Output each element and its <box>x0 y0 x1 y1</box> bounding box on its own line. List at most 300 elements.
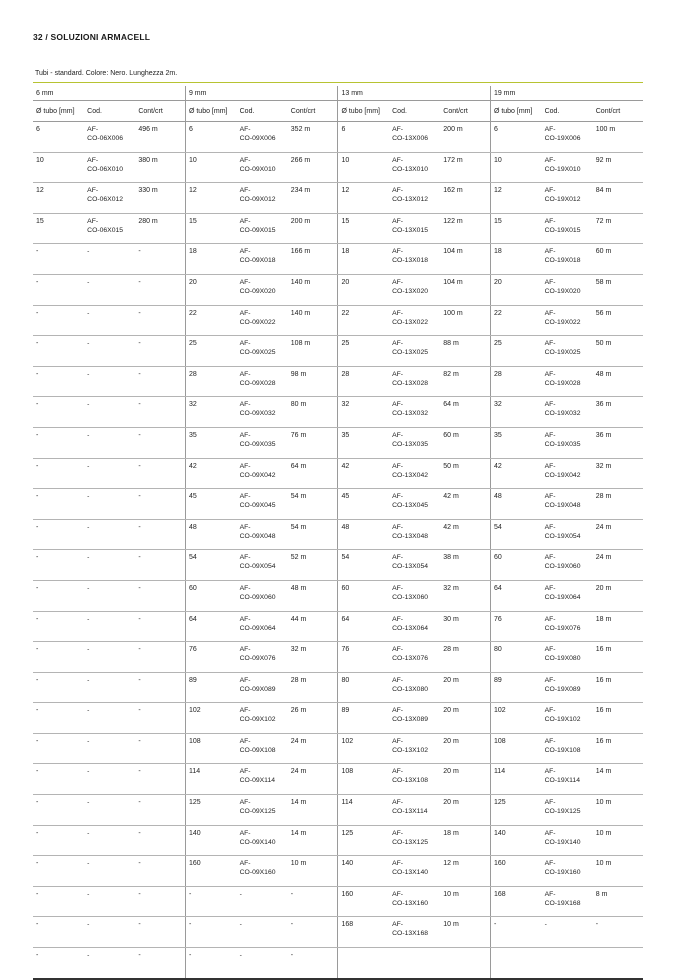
cell-tubo: 76 <box>490 611 541 642</box>
cell-cont: 24 m <box>593 550 643 581</box>
cod-line-1: AF- <box>544 799 556 807</box>
cell-tubo: 25 <box>490 336 541 367</box>
table-caption: Tubi - standard. Colore: Nero. Lunghezza 2m. <box>35 70 178 77</box>
cod-line-1: AF- <box>392 278 404 286</box>
cell-tubo: 28 <box>490 366 541 397</box>
cell-cont: 36 m <box>593 397 643 428</box>
cell-cod <box>237 152 288 183</box>
cod-line-1: AF- <box>239 799 251 807</box>
cell-cont: 54 m <box>288 519 338 550</box>
cell-cont: 44 m <box>288 611 338 642</box>
cell-cont: 20 m <box>440 795 490 826</box>
cod-line-2: CO-09X045 <box>239 502 276 510</box>
cell-cod <box>84 580 135 611</box>
cod-line-2: CO-13X102 <box>392 746 429 754</box>
cell-cont: - <box>288 948 338 979</box>
group-label: 6 mm <box>33 86 185 101</box>
table-row <box>33 427 643 458</box>
column-header-cod: Cod. <box>237 101 288 122</box>
cell-tubo: 54 <box>490 519 541 550</box>
cell-cont: 28 m <box>593 489 643 520</box>
cell-tubo: - <box>33 366 84 397</box>
cell-tubo: 48 <box>185 519 236 550</box>
cell-cont: 162 m <box>440 183 490 214</box>
cod-line-1: AF- <box>544 554 556 562</box>
cell-cod <box>389 366 440 397</box>
cod-line-2: CO-19X114 <box>544 777 580 785</box>
cell-tubo: 42 <box>185 458 236 489</box>
cell-tubo: 10 <box>490 152 541 183</box>
table-row <box>33 183 643 214</box>
column-header-row <box>33 101 643 122</box>
cod-line-2: CO-13X020 <box>392 287 429 295</box>
cell-tubo: - <box>33 336 84 367</box>
cell-cod <box>84 244 135 275</box>
cell-tubo: 160 <box>490 856 541 887</box>
cell-tubo: 45 <box>338 489 389 520</box>
cod-line-2: CO-09X048 <box>239 532 276 540</box>
cell-cod <box>542 825 593 856</box>
cell-tubo: 12 <box>185 183 236 214</box>
cell-cont: - <box>135 458 185 489</box>
cell-cod <box>542 397 593 428</box>
cod-line-2: CO-13X160 <box>392 899 429 907</box>
cod-line-2: CO-13X048 <box>392 532 429 540</box>
cell-tubo: - <box>33 427 84 458</box>
cod-line-2: CO-13X168 <box>392 930 429 938</box>
cell-cont: - <box>135 672 185 703</box>
cell-cod <box>389 122 440 153</box>
cod-line-1: AF- <box>239 768 251 776</box>
cell-cod <box>389 733 440 764</box>
cell-tubo: 140 <box>338 856 389 887</box>
column-header-tubo: Ø tubo [mm] <box>33 101 84 122</box>
cell-cont: - <box>135 244 185 275</box>
cell-cod <box>389 244 440 275</box>
cell-cod <box>542 489 593 520</box>
cell-tubo: - <box>33 489 84 520</box>
cell-tubo: - <box>33 672 84 703</box>
cell-cod <box>84 672 135 703</box>
cell-cont: 200 m <box>440 122 490 153</box>
cell-tubo: 108 <box>338 764 389 795</box>
cell-tubo: 168 <box>338 917 389 948</box>
cell-cont: 104 m <box>440 274 490 305</box>
cell-cont: 52 m <box>288 550 338 581</box>
cell-cont: 82 m <box>440 366 490 397</box>
cell-tubo: 54 <box>185 550 236 581</box>
cod-line-2: CO-13X035 <box>392 440 429 448</box>
cell-cont: - <box>135 336 185 367</box>
group-label: 19 mm <box>490 86 643 101</box>
table-row <box>33 336 643 367</box>
cell-cont: 14 m <box>593 764 643 795</box>
cell-cod <box>84 611 135 642</box>
cell-cod <box>237 213 288 244</box>
table-row <box>33 948 643 979</box>
cell-cont: - <box>135 825 185 856</box>
cell-cod <box>237 642 288 673</box>
cell-cod <box>389 519 440 550</box>
cell-tubo: 125 <box>338 825 389 856</box>
cell-tubo: 35 <box>185 427 236 458</box>
cell-tubo: 20 <box>490 274 541 305</box>
cod-line-1: AF- <box>544 309 556 317</box>
cell-cont: 20 m <box>593 580 643 611</box>
cell-tubo: 140 <box>185 825 236 856</box>
cell-cont: 80 m <box>288 397 338 428</box>
table-row <box>33 305 643 336</box>
cod-line-1: AF- <box>239 156 251 164</box>
cell-cod <box>542 672 593 703</box>
cell-cod <box>84 458 135 489</box>
cell-tubo: 35 <box>490 427 541 458</box>
table-row <box>33 274 643 305</box>
cell-cont: 172 m <box>440 152 490 183</box>
cell-cod <box>542 642 593 673</box>
cell-cod <box>84 183 135 214</box>
cell-cod <box>542 580 593 611</box>
cell-cont: 140 m <box>288 305 338 336</box>
column-header-cont: Cont/crt <box>440 101 490 122</box>
table-row <box>33 550 643 581</box>
cod-line-1: AF- <box>392 890 404 898</box>
cod-line-2: CO-19X076 <box>544 624 581 632</box>
cell-cod <box>542 886 593 917</box>
cod-line-1: AF- <box>392 584 404 592</box>
cell-cod <box>237 274 288 305</box>
cell-tubo: 22 <box>490 305 541 336</box>
cell-tubo: 6 <box>338 122 389 153</box>
cell-cod <box>84 427 135 458</box>
cell-cod <box>542 764 593 795</box>
cell-tubo: 108 <box>185 733 236 764</box>
cell-cont: 48 m <box>593 366 643 397</box>
cod-line-1: AF- <box>544 431 556 439</box>
cell-cont: 18 m <box>440 825 490 856</box>
cod-line-1: AF- <box>392 340 404 348</box>
cell-cod <box>237 366 288 397</box>
cell-tubo: - <box>33 948 84 979</box>
cod-line-1: - <box>87 554 90 562</box>
cell-cod <box>237 764 288 795</box>
cell-tubo: 15 <box>185 213 236 244</box>
cell-cont: 280 m <box>135 213 185 244</box>
cod-line-2: CO-09X102 <box>239 716 276 724</box>
cod-line-1: - <box>87 890 90 898</box>
cod-line-1: - <box>87 952 90 960</box>
cod-line-1: AF- <box>544 860 556 868</box>
cell-cod <box>542 550 593 581</box>
cell-cont: 48 m <box>288 580 338 611</box>
cod-line-1: AF- <box>392 493 404 501</box>
cell-cont: - <box>135 274 185 305</box>
cell-cont: 58 m <box>593 274 643 305</box>
cell-cod <box>389 580 440 611</box>
cell-cont: 16 m <box>593 642 643 673</box>
cell-tubo: 6 <box>185 122 236 153</box>
cod-line-1: - <box>87 401 90 409</box>
table-row <box>33 489 643 520</box>
cod-line-1: AF- <box>239 278 251 286</box>
cell-cont: 30 m <box>440 611 490 642</box>
cell-tubo: 125 <box>490 795 541 826</box>
cell-cod <box>389 489 440 520</box>
cod-line-1: - <box>87 921 90 929</box>
cell-tubo: 64 <box>338 611 389 642</box>
cell-cont: 100 m <box>440 305 490 336</box>
cell-cod <box>84 305 135 336</box>
table-row <box>33 122 643 153</box>
cell-cod <box>84 213 135 244</box>
cell-tubo: - <box>33 825 84 856</box>
cell-tubo: 89 <box>338 703 389 734</box>
cell-cont: 8 m <box>593 886 643 917</box>
cell-cont: 10 m <box>593 825 643 856</box>
cell-cont: 28 m <box>440 642 490 673</box>
cell-cod <box>84 489 135 520</box>
cell-cont: 10 m <box>593 795 643 826</box>
cod-line-1: AF- <box>239 676 251 684</box>
cod-line-1: AF- <box>239 860 251 868</box>
cell-cod <box>542 213 593 244</box>
cell-cod <box>389 336 440 367</box>
cod-line-2: CO-13X060 <box>392 593 429 601</box>
cell-tubo: 32 <box>490 397 541 428</box>
cell-tubo: 64 <box>490 580 541 611</box>
cell-tubo: - <box>33 703 84 734</box>
cod-line-1: AF- <box>392 646 404 654</box>
cell-cod <box>84 122 135 153</box>
cod-line-1: AF- <box>544 737 556 745</box>
cod-line-2: CO-09X018 <box>239 257 276 265</box>
cod-line-1: AF- <box>392 615 404 623</box>
cod-line-2: CO-19X010 <box>544 165 581 173</box>
cell-tubo: - <box>33 305 84 336</box>
cell-tubo: - <box>185 886 236 917</box>
cod-line-1: - <box>87 248 90 256</box>
cell-cod <box>389 886 440 917</box>
cod-line-1: - <box>87 829 90 837</box>
cod-line-2: CO-19X020 <box>544 287 581 295</box>
cell-tubo: - <box>185 917 236 948</box>
cell-cont: 32 m <box>593 458 643 489</box>
cell-cont: - <box>135 764 185 795</box>
cell-cod <box>84 152 135 183</box>
cod-line-2: CO-13X028 <box>392 379 429 387</box>
cell-cont: 24 m <box>593 519 643 550</box>
cell-cod <box>389 642 440 673</box>
cod-line-2: CO-09X022 <box>239 318 276 326</box>
cell-cod <box>542 917 593 948</box>
cod-line-2: CO-13X054 <box>392 563 429 571</box>
cod-line-2: CO-19X060 <box>544 563 581 571</box>
cod-line-1: - <box>239 952 242 960</box>
cod-line-2: CO-09X064 <box>239 624 276 632</box>
cod-line-1: AF- <box>392 921 404 929</box>
table-row <box>33 703 643 734</box>
cell-cod <box>542 305 593 336</box>
cod-line-1: AF- <box>544 401 556 409</box>
cod-line-2: CO-19X140 <box>544 838 581 846</box>
cell-tubo: - <box>33 917 84 948</box>
cell-cont: 32 m <box>288 642 338 673</box>
cod-line-1: AF- <box>392 431 404 439</box>
cell-cont: 352 m <box>288 122 338 153</box>
cell-cont: - <box>135 948 185 979</box>
cod-line-2: CO-13X045 <box>392 502 429 510</box>
cell-tubo: 22 <box>338 305 389 336</box>
cell-cod <box>389 458 440 489</box>
cell-cont: - <box>135 366 185 397</box>
column-header-tubo: Ø tubo [mm] <box>490 101 541 122</box>
table-row <box>33 244 643 275</box>
cod-line-1: AF- <box>392 737 404 745</box>
cell-cont: 16 m <box>593 703 643 734</box>
cod-line-1: AF- <box>544 248 556 256</box>
cell-cod <box>542 427 593 458</box>
cod-line-1: AF- <box>392 187 404 195</box>
cell-tubo <box>490 948 541 979</box>
cell-cont: 26 m <box>288 703 338 734</box>
cell-tubo: 42 <box>338 458 389 489</box>
table-row <box>33 672 643 703</box>
cell-cont: 10 m <box>288 856 338 887</box>
cod-line-2: CO-09X032 <box>239 410 276 418</box>
cod-line-1: AF- <box>239 401 251 409</box>
cell-cont: 16 m <box>593 733 643 764</box>
cod-line-2: CO-13X064 <box>392 624 429 632</box>
cod-line-2: CO-06X010 <box>87 165 124 173</box>
cod-line-1: - <box>87 860 90 868</box>
column-header-cont: Cont/crt <box>593 101 643 122</box>
cod-line-2: CO-19X064 <box>544 593 581 601</box>
cell-tubo: 15 <box>33 213 84 244</box>
cell-tubo: - <box>33 519 84 550</box>
cell-cont: 10 m <box>593 856 643 887</box>
cell-cont: 166 m <box>288 244 338 275</box>
cell-tubo: - <box>33 856 84 887</box>
cell-cont: 14 m <box>288 795 338 826</box>
cell-tubo: 89 <box>185 672 236 703</box>
cod-line-2: CO-09X006 <box>239 135 276 142</box>
cell-cod <box>237 672 288 703</box>
cell-cod <box>237 397 288 428</box>
cell-tubo: - <box>33 733 84 764</box>
cell-tubo: 48 <box>338 519 389 550</box>
cell-cont <box>440 948 490 979</box>
cod-line-1: - <box>87 737 90 745</box>
cell-cont: - <box>135 580 185 611</box>
cod-line-1: AF- <box>239 829 251 837</box>
cell-tubo: - <box>33 886 84 917</box>
cell-tubo: 60 <box>490 550 541 581</box>
cell-cont: 108 m <box>288 336 338 367</box>
table-row <box>33 795 643 826</box>
cod-line-2: CO-19X089 <box>544 685 581 693</box>
cell-tubo: 102 <box>490 703 541 734</box>
cell-cod <box>542 611 593 642</box>
cod-line-2: CO-06X006 <box>87 135 124 142</box>
cod-line-1: AF- <box>239 217 251 225</box>
cell-tubo: - <box>33 642 84 673</box>
cell-cod <box>389 672 440 703</box>
cod-line-1: AF- <box>239 493 251 501</box>
cod-line-1: AF- <box>392 768 404 776</box>
cell-tubo: 12 <box>490 183 541 214</box>
cod-line-2: CO-09X054 <box>239 563 276 571</box>
cell-tubo: 32 <box>185 397 236 428</box>
cod-line-1: AF- <box>87 187 99 195</box>
cod-line-2: CO-19X028 <box>544 379 581 387</box>
cell-tubo: - <box>33 550 84 581</box>
cell-cod <box>84 703 135 734</box>
cell-cont: 234 m <box>288 183 338 214</box>
table-row <box>33 825 643 856</box>
cod-line-2: CO-13X114 <box>392 808 428 816</box>
cell-cont: - <box>288 917 338 948</box>
cod-line-2: CO-09X076 <box>239 655 276 663</box>
cell-cont: 28 m <box>288 672 338 703</box>
cell-tubo: 42 <box>490 458 541 489</box>
cod-line-1: AF- <box>392 676 404 684</box>
cod-line-2: CO-09X015 <box>239 226 276 234</box>
cell-tubo: - <box>33 244 84 275</box>
cell-cod <box>542 183 593 214</box>
cell-cod <box>237 122 288 153</box>
cell-cont: - <box>135 886 185 917</box>
cod-line-2: CO-19X168 <box>544 899 581 907</box>
cod-line-2: CO-13X080 <box>392 685 429 693</box>
cod-line-1: AF- <box>544 340 556 348</box>
cod-line-2: CO-13X006 <box>392 135 429 142</box>
pipe-table <box>33 86 643 980</box>
cod-line-2: CO-09X125 <box>239 808 276 816</box>
cell-cont: - <box>135 489 185 520</box>
cod-line-2: CO-19X025 <box>544 349 581 357</box>
cod-line-1: - <box>87 676 90 684</box>
cell-cont: 60 m <box>440 427 490 458</box>
cell-cont: 60 m <box>593 244 643 275</box>
table-row <box>33 519 643 550</box>
cod-line-1: AF- <box>544 523 556 531</box>
cell-tubo: 80 <box>490 642 541 673</box>
cell-tubo: 18 <box>338 244 389 275</box>
table-row <box>33 886 643 917</box>
cod-line-2: CO-13X018 <box>392 257 429 265</box>
cod-line-1: AF- <box>239 646 251 654</box>
cell-cod <box>84 795 135 826</box>
cod-line-1: - <box>87 493 90 501</box>
cell-cont: - <box>135 611 185 642</box>
cod-line-1: AF- <box>544 615 556 623</box>
cell-cont: - <box>135 733 185 764</box>
cell-cont: 36 m <box>593 427 643 458</box>
cod-line-2: CO-13X140 <box>392 869 429 877</box>
cod-line-2: CO-13X089 <box>392 716 429 724</box>
cell-cod <box>237 519 288 550</box>
cod-line-1: - <box>87 584 90 592</box>
cell-tubo: - <box>33 397 84 428</box>
cell-cod <box>237 580 288 611</box>
cell-cod <box>542 336 593 367</box>
table-row <box>33 856 643 887</box>
cell-cont: - <box>135 550 185 581</box>
table-row <box>33 458 643 489</box>
cod-line-2: CO-19X048 <box>544 502 581 510</box>
cell-cod <box>237 825 288 856</box>
cell-cod <box>542 795 593 826</box>
